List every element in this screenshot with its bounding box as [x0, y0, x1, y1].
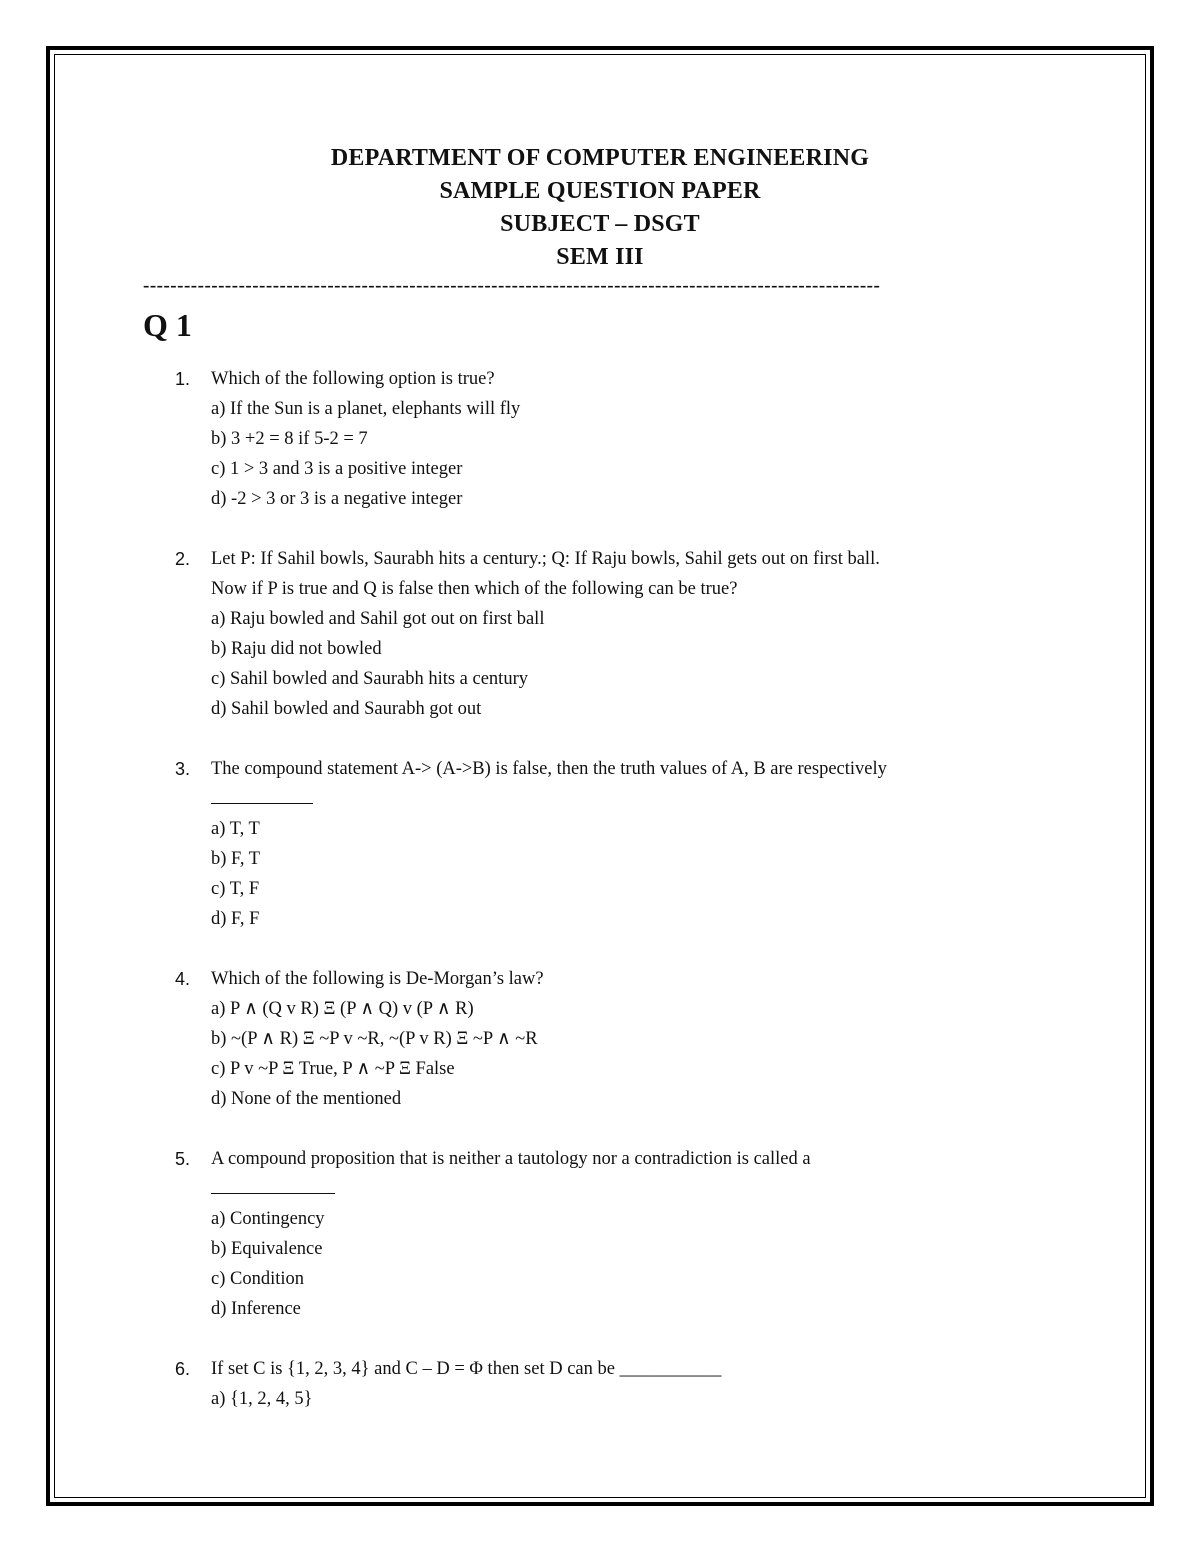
option-d: d) Sahil bowled and Saurabh got out	[211, 699, 482, 719]
question-list	[143, 364, 1057, 1444]
question-number: 4.	[175, 969, 191, 989]
option-c: c) 1 > 3 and 3 is a positive integer	[211, 459, 463, 479]
semester-title: SEM III	[556, 244, 644, 270]
subject-title: SUBJECT – DSGT	[500, 211, 700, 237]
question-4	[143, 964, 1057, 1114]
question-text-continued: Now if P is true and Q is false then which of the following can be true?	[211, 579, 738, 599]
option-d: d) Inference	[211, 1299, 301, 1319]
option-c: c) T, F	[211, 879, 260, 899]
question-5	[143, 1144, 1057, 1324]
question-text: A compound proposition that is neither a tautology nor a contradiction is called a	[211, 1149, 811, 1169]
question-1	[143, 364, 1057, 514]
answer-blank	[211, 1174, 1057, 1204]
question-2	[143, 544, 1057, 724]
question-text: Let P: If Sahil bowls, Saurabh hits a century.; Q: If Raju bowls, Sahil gets out on first ball.	[211, 549, 880, 569]
option-a: a) T, T	[211, 819, 260, 839]
question-number: 6.	[175, 1359, 191, 1379]
option-c: c) P v ~P Ξ True, P ∧ ~P Ξ False	[211, 1059, 455, 1079]
option-d: d) -2 > 3 or 3 is a negative integer	[211, 489, 463, 509]
option-b: b) Raju did not bowled	[211, 639, 382, 659]
question-text: The compound statement A-> (A->B) is false, then the truth values of A, B are respectively	[211, 759, 887, 779]
option-a: a) P ∧ (Q v R) Ξ (P ∧ Q) v (P ∧ R)	[211, 999, 474, 1019]
question-number: 3.	[175, 759, 191, 779]
option-c: c) Sahil bowled and Saurabh hits a century	[211, 669, 528, 689]
question-6	[143, 1354, 1057, 1414]
question-text: Which of the following is De-Morgan’s law?	[211, 969, 544, 989]
section-title: Q 1	[143, 307, 192, 343]
option-a: a) {1, 2, 4, 5}	[211, 1389, 313, 1409]
option-d: d) None of the mentioned	[211, 1089, 402, 1109]
dashed-divider: ------------------------------------------------------------------------------------------------------------	[143, 275, 881, 296]
question-text: If set C is {1, 2, 3, 4} and C – D = Φ then set D can be ___________	[211, 1359, 722, 1379]
answer-blank	[211, 784, 1057, 814]
department-title: DEPARTMENT OF COMPUTER ENGINEERING	[330, 145, 870, 171]
question-number: 5.	[175, 1149, 191, 1169]
document-header	[0, 142, 1200, 274]
question-number: 2.	[175, 549, 191, 569]
option-a: a) If the Sun is a planet, elephants will fly	[211, 399, 521, 419]
question-text: Which of the following option is true?	[211, 369, 495, 389]
option-b: b) ~(P ∧ R) Ξ ~P v ~R, ~(P v R) Ξ ~P ∧ ~R	[211, 1029, 538, 1049]
option-d: d) F, F	[211, 909, 260, 929]
question-number: 1.	[175, 369, 191, 389]
paper-title: SAMPLE QUESTION PAPER	[439, 178, 761, 204]
option-b: b) F, T	[211, 849, 261, 869]
option-c: c) Condition	[211, 1269, 305, 1289]
question-3	[143, 754, 1057, 934]
option-b: b) Equivalence	[211, 1239, 323, 1259]
option-b: b) 3 +2 = 8 if 5-2 = 7	[211, 429, 368, 449]
option-a: a) Contingency	[211, 1209, 325, 1229]
option-a: a) Raju bowled and Sahil got out on first ball	[211, 609, 545, 629]
